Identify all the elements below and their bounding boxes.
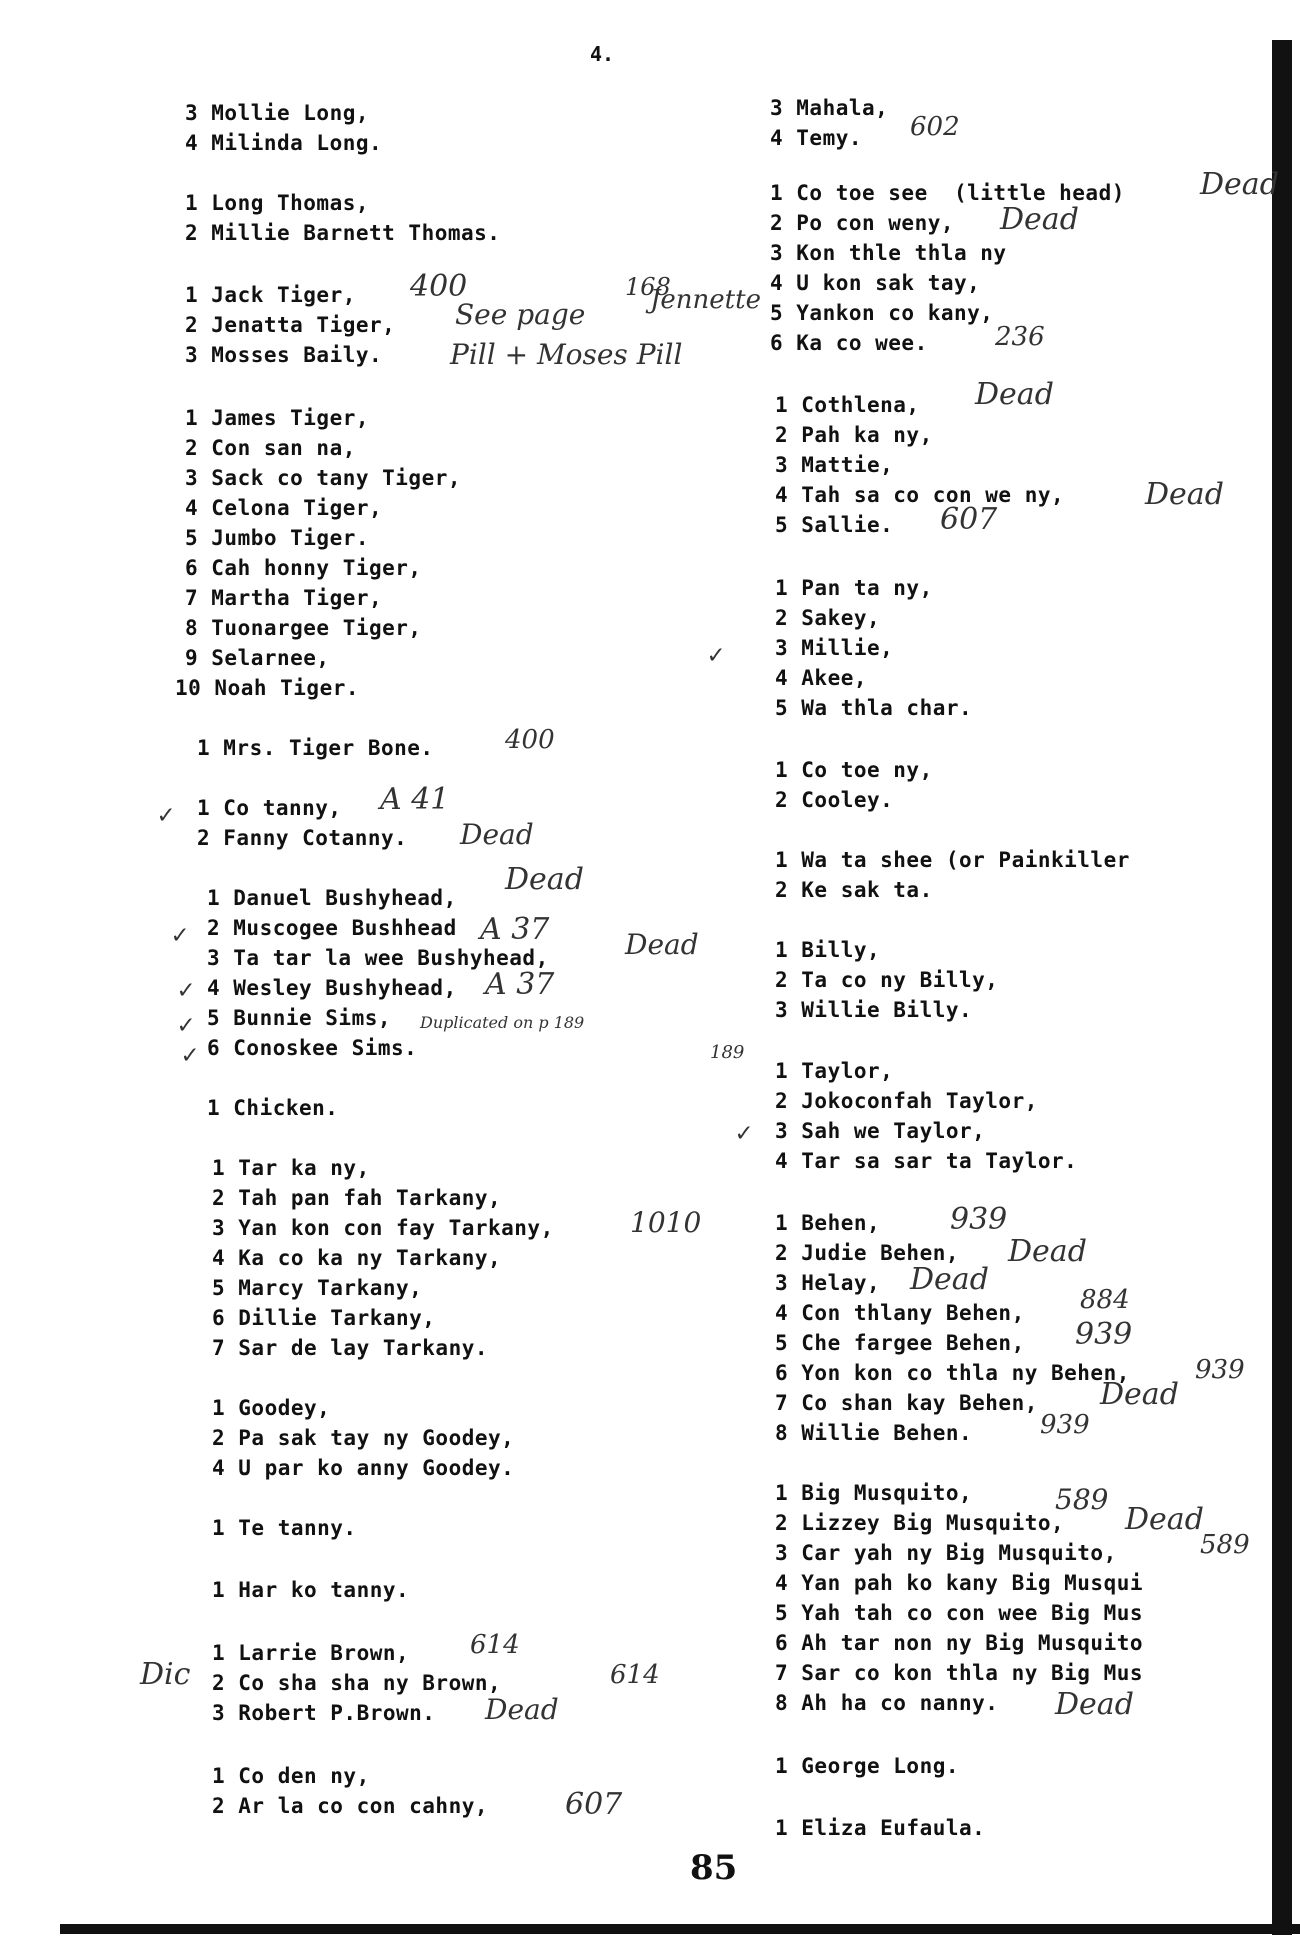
- check-mark: ✓: [178, 975, 194, 1005]
- check-mark: ✓: [178, 1010, 194, 1040]
- roll-entry: 1 Larrie Brown,: [212, 1641, 410, 1665]
- roll-entry: 1 Har ko tanny.: [212, 1578, 410, 1602]
- roll-entry: 2 Muscogee Bushhead: [207, 916, 457, 940]
- handwritten-note: Duplicated on p 189: [420, 1013, 585, 1032]
- roll-entry: 3 Sack co tany Tiger,: [185, 466, 462, 490]
- roll-entry: 3 Yan kon con fay Tarkany,: [212, 1216, 554, 1240]
- roll-entry: 2 Tah pan fah Tarkany,: [212, 1186, 502, 1210]
- handwritten-note: Dead: [1008, 1234, 1087, 1269]
- handwritten-note: Dead: [1125, 1502, 1204, 1537]
- roll-entry: 2 Millie Barnett Thomas.: [185, 221, 501, 245]
- roll-entry: 3 Millie,: [775, 636, 894, 660]
- handwritten-note: Dead: [975, 377, 1054, 412]
- roll-entry: 1 Te tanny.: [212, 1516, 357, 1540]
- handwritten-note: Dic: [140, 1657, 191, 1692]
- roll-entry: 6 Ka co wee.: [770, 331, 928, 355]
- handwritten-note: Jennette: [650, 285, 761, 315]
- roll-entry: 1 Co toe see (little head): [770, 181, 1125, 205]
- roll-entry: 2 Fanny Cotanny.: [197, 826, 408, 850]
- roll-entry: 2 Pa sak tay ny Goodey,: [212, 1426, 515, 1450]
- roll-entry: 5 Bunnie Sims,: [207, 1006, 392, 1030]
- roll-entry: 2 Sakey,: [775, 606, 881, 630]
- roll-entry: 1 Mrs. Tiger Bone.: [197, 736, 434, 760]
- roll-entry: 2 Judie Behen,: [775, 1241, 960, 1265]
- roll-entry: 4 Milinda Long.: [185, 131, 383, 155]
- handwritten-note: 607: [565, 1787, 623, 1822]
- roll-entry: 2 Con san na,: [185, 436, 356, 460]
- handwritten-note: 589: [1055, 1483, 1109, 1516]
- check-mark: ✓: [736, 1118, 752, 1148]
- handwritten-note: Dead: [1100, 1377, 1179, 1412]
- roll-entry: 4 Tar sa sar ta Taylor.: [775, 1149, 1078, 1173]
- roll-entry: 1 Tar ka ny,: [212, 1156, 370, 1180]
- handwritten-note: Dead: [505, 862, 584, 897]
- roll-entry: 2 Lizzey Big Musquito,: [775, 1511, 1065, 1535]
- roll-entry: 5 Marcy Tarkany,: [212, 1276, 423, 1300]
- page-number-bottom: 85: [690, 1848, 738, 1888]
- roll-entry: 3 Robert P.Brown.: [212, 1701, 436, 1725]
- handwritten-note: 589: [1200, 1530, 1250, 1560]
- roll-entry: 3 Helay,: [775, 1271, 881, 1295]
- roll-entry: 9 Selarnee,: [185, 646, 330, 670]
- handwritten-note: A 41: [380, 782, 450, 817]
- roll-entry: 2 Pah ka ny,: [775, 423, 933, 447]
- roll-entry: 3 Mattie,: [775, 453, 894, 477]
- handwritten-note: 614: [610, 1660, 660, 1690]
- roll-entry: 2 Ke sak ta.: [775, 878, 933, 902]
- roll-entry: 1 Billy,: [775, 938, 881, 962]
- roll-entry: 3 Sah we Taylor,: [775, 1119, 986, 1143]
- roll-entry: 6 Yon kon co thla ny Behen,: [775, 1361, 1130, 1385]
- roll-entry: 3 Mahala,: [770, 96, 889, 120]
- handwritten-note: A 37: [480, 912, 550, 947]
- handwritten-note: A 37: [485, 967, 555, 1002]
- roll-entry: 6 Conoskee Sims.: [207, 1036, 418, 1060]
- handwritten-note: Dead: [1000, 202, 1079, 237]
- handwritten-note: 236: [995, 322, 1045, 352]
- roll-entry: 5 Yah tah co con wee Big Mus: [775, 1601, 1144, 1625]
- roll-entry: 2 Cooley.: [775, 788, 894, 812]
- roll-entry: 4 Celona Tiger,: [185, 496, 383, 520]
- roll-entry: 1 Goodey,: [212, 1396, 331, 1420]
- handwritten-note: Dead: [485, 1693, 559, 1726]
- handwritten-note: 602: [910, 112, 960, 142]
- handwritten-note: Dead: [1055, 1687, 1134, 1722]
- handwritten-note: 939: [950, 1202, 1008, 1237]
- check-mark: ✓: [172, 920, 188, 950]
- page-number-top: 4.: [590, 42, 615, 66]
- roll-entry: 8 Ah ha co nanny.: [775, 1691, 999, 1715]
- roll-entry: 3 Willie Billy.: [775, 998, 973, 1022]
- roll-entry: 1 Taylor,: [775, 1059, 894, 1083]
- roll-entry: 8 Willie Behen.: [775, 1421, 973, 1445]
- roll-entry: 1 Jack Tiger,: [185, 283, 356, 307]
- roll-entry: 1 Behen,: [775, 1211, 881, 1235]
- roll-entry: 1 Co toe ny,: [775, 758, 933, 782]
- roll-entry: 3 Ta tar la wee Bushyhead,: [207, 946, 549, 970]
- check-mark: ✓: [182, 1040, 198, 1070]
- handwritten-note: Dead: [1145, 477, 1224, 512]
- handwritten-note: 1010: [630, 1206, 702, 1239]
- roll-entry: 1 Co den ny,: [212, 1764, 370, 1788]
- handwritten-note: Dead: [625, 928, 699, 961]
- roll-entry: 4 Ka co ka ny Tarkany,: [212, 1246, 502, 1270]
- handwritten-note: Dead: [910, 1262, 989, 1297]
- handwritten-note: 400: [505, 725, 555, 755]
- roll-entry: 7 Sar de lay Tarkany.: [212, 1336, 489, 1360]
- roll-entry: 5 Sallie.: [775, 513, 894, 537]
- roll-entry: 4 Yan pah ko kany Big Musqui: [775, 1571, 1144, 1595]
- roll-entry: 1 Danuel Bushyhead,: [207, 886, 457, 910]
- check-mark: ✓: [158, 800, 174, 830]
- roll-entry: 1 Wa ta shee (or Painkiller: [775, 848, 1130, 872]
- roll-entry: 4 U par ko anny Goodey.: [212, 1456, 515, 1480]
- roll-entry: 2 Jokoconfah Taylor,: [775, 1089, 1038, 1113]
- roll-entry: 1 James Tiger,: [185, 406, 370, 430]
- roll-entry: 3 Mosses Baily.: [185, 343, 383, 367]
- roll-entry: 3 Mollie Long,: [185, 101, 370, 125]
- handwritten-note: 400: [410, 269, 468, 304]
- roll-entry: 3 Car yah ny Big Musquito,: [775, 1541, 1117, 1565]
- roll-entry: 4 U kon sak tay,: [770, 271, 981, 295]
- roll-entry: 1 Big Musquito,: [775, 1481, 973, 1505]
- roll-entry: 5 Che fargee Behen,: [775, 1331, 1025, 1355]
- roll-entry: 6 Cah honny Tiger,: [185, 556, 422, 580]
- roll-entry: 7 Co shan kay Behen,: [775, 1391, 1038, 1415]
- roll-entry: 5 Jumbo Tiger.: [185, 526, 370, 550]
- page-edge-shadow-right: [1272, 40, 1292, 1935]
- roll-entry: 2 Jenatta Tiger,: [185, 313, 396, 337]
- roll-entry: 1 Cothlena,: [775, 393, 920, 417]
- roll-entry: 2 Co sha sha ny Brown,: [212, 1671, 502, 1695]
- roll-entry: 2 Ar la co con cahny,: [212, 1794, 489, 1818]
- handwritten-note: Dead: [1200, 167, 1279, 202]
- check-mark: ✓: [708, 640, 724, 670]
- roll-entry: 5 Wa thla char.: [775, 696, 973, 720]
- handwritten-note: 939: [1040, 1410, 1090, 1440]
- roll-entry: 1 Eliza Eufaula.: [775, 1816, 986, 1840]
- roll-entry: 1 Long Thomas,: [185, 191, 370, 215]
- roll-entry: 10 Noah Tiger.: [175, 676, 360, 700]
- roll-entry: 3 Kon thle thla ny: [770, 241, 1007, 265]
- roll-entry: 8 Tuonargee Tiger,: [185, 616, 422, 640]
- roll-entry: 2 Po con weny,: [770, 211, 955, 235]
- roll-entry: 4 Con thlany Behen,: [775, 1301, 1025, 1325]
- roll-entry: 6 Dillie Tarkany,: [212, 1306, 436, 1330]
- roll-entry: 7 Sar co kon thla ny Big Mus: [775, 1661, 1144, 1685]
- handwritten-note: 884: [1080, 1285, 1130, 1315]
- roll-entry: 7 Martha Tiger,: [185, 586, 383, 610]
- handwritten-note: 189: [710, 1042, 745, 1063]
- handwritten-note: Dead: [460, 818, 534, 851]
- roll-entry: 4 Tah sa co con we ny,: [775, 483, 1065, 507]
- roll-entry: 4 Temy.: [770, 126, 863, 150]
- roll-entry: 1 Pan ta ny,: [775, 576, 933, 600]
- roll-entry: 1 George Long.: [775, 1754, 960, 1778]
- handwritten-note: 614: [470, 1630, 520, 1660]
- handwritten-note: Pill + Moses Pill: [450, 338, 683, 371]
- roll-entry: 4 Wesley Bushyhead,: [207, 976, 457, 1000]
- handwritten-note: See page: [455, 298, 586, 331]
- handwritten-note: 939: [1075, 1317, 1133, 1352]
- roll-entry: 6 Ah tar non ny Big Musquito: [775, 1631, 1144, 1655]
- roll-entry: 1 Chicken.: [207, 1096, 339, 1120]
- roll-entry: 5 Yankon co kany,: [770, 301, 994, 325]
- handwritten-note: 939: [1195, 1355, 1245, 1385]
- page-edge-shadow-bottom: [60, 1924, 1300, 1934]
- handwritten-note: 168: [625, 273, 671, 301]
- handwritten-note: 607: [940, 502, 998, 537]
- roll-entry: 2 Ta co ny Billy,: [775, 968, 999, 992]
- roll-entry: 1 Co tanny,: [197, 796, 342, 820]
- roll-entry: 4 Akee,: [775, 666, 868, 690]
